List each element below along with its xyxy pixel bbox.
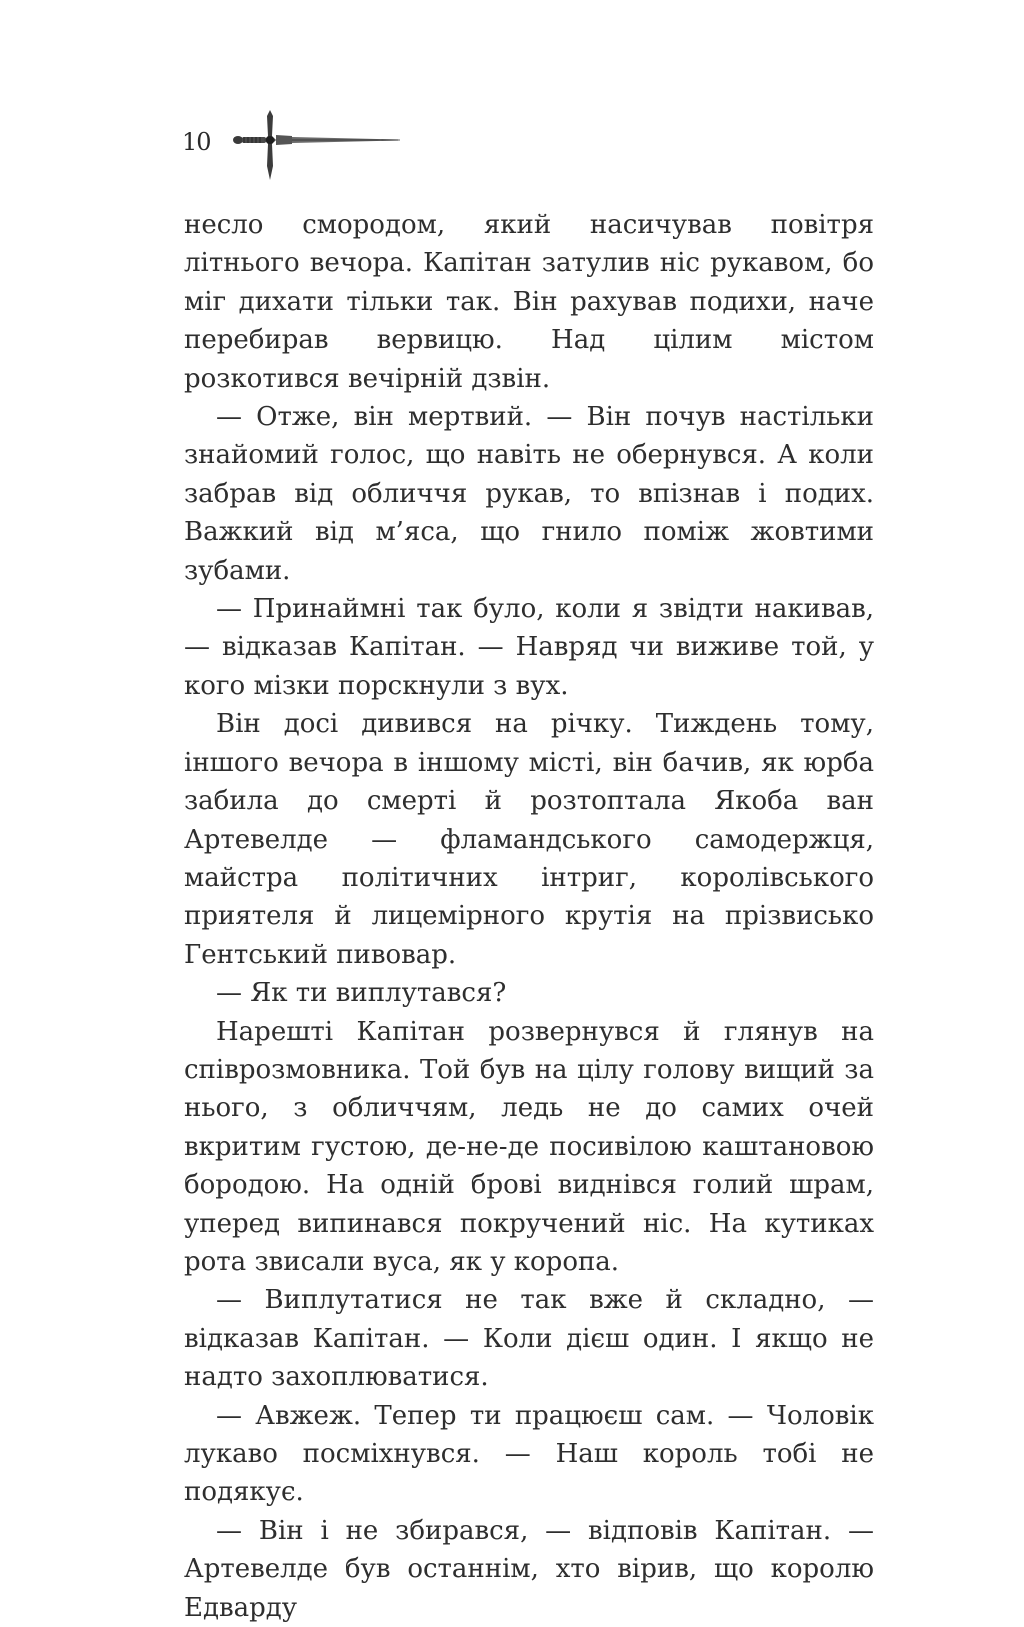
paragraph: несло смородом, який насичував повітря літнього вечора. Капітан затулив ніс рукавом, бо міг дихати тільки так. Він рахував подихи, наче перебирав вервицю. Над цілим містом розкотився вечірній дзвін. [184,210,874,394]
paragraph: Він досі дивився на річку. Тиждень тому, іншого вечора в іншому місті, він бачив, як юрба забила до смерті й розтоптала Якоба ван Артевелде — фламандського самодержця, майстра політичних інтриг, королівського приятеля й лицемірного крутія на прізвисько Гентський пивовар. [184,709,874,970]
paragraph: — Виплутатися не так вже й складно, — відказав Капітан. — Коли дієш один. І якщо не надто захоплюватися. [184,1285,874,1393]
body-text [184,206,874,1627]
paragraph: — Як ти виплутався? [216,978,507,1009]
sword-icon [232,106,402,191]
page-header [182,106,422,186]
page-number: 10 [182,128,211,156]
paragraph: — Він і не збирався, — відповів Капітан. — Артевелде був останнім, хто вірив, що королю Едварду [184,1515,874,1623]
paragraph: — Принаймні так було, коли я звідти накивав, — відказав Капітан. — Навряд чи виживе той, у кого мізки порскнули з вух. [184,594,874,701]
paragraph: — Отже, він мертвий. — Він почув настільки знайомий голос, що навіть не обернувся. А коли забрав від обличчя рукав, то впізнав і подих. Важкий від м’яса, що гнило поміж жовтими зубами. [184,402,874,586]
paragraph: — Авжеж. Тепер ти працюєш сам. — Чоловік лукаво посміхнувся. — Наш король тобі не подякує. [184,1400,874,1508]
paragraph: Нарешті Капітан розвернувся й глянув на співрозмовника. Той був на цілу голову вищий за нього, з обличчям, ледь не до самих очей вкритим густою, де-не-де посивілою каштановою бородою. На одній брові виднівся голий шрам, уперед випинався покручений ніс. На кутиках рота звисали вуса, як у коропа. [184,1016,874,1277]
